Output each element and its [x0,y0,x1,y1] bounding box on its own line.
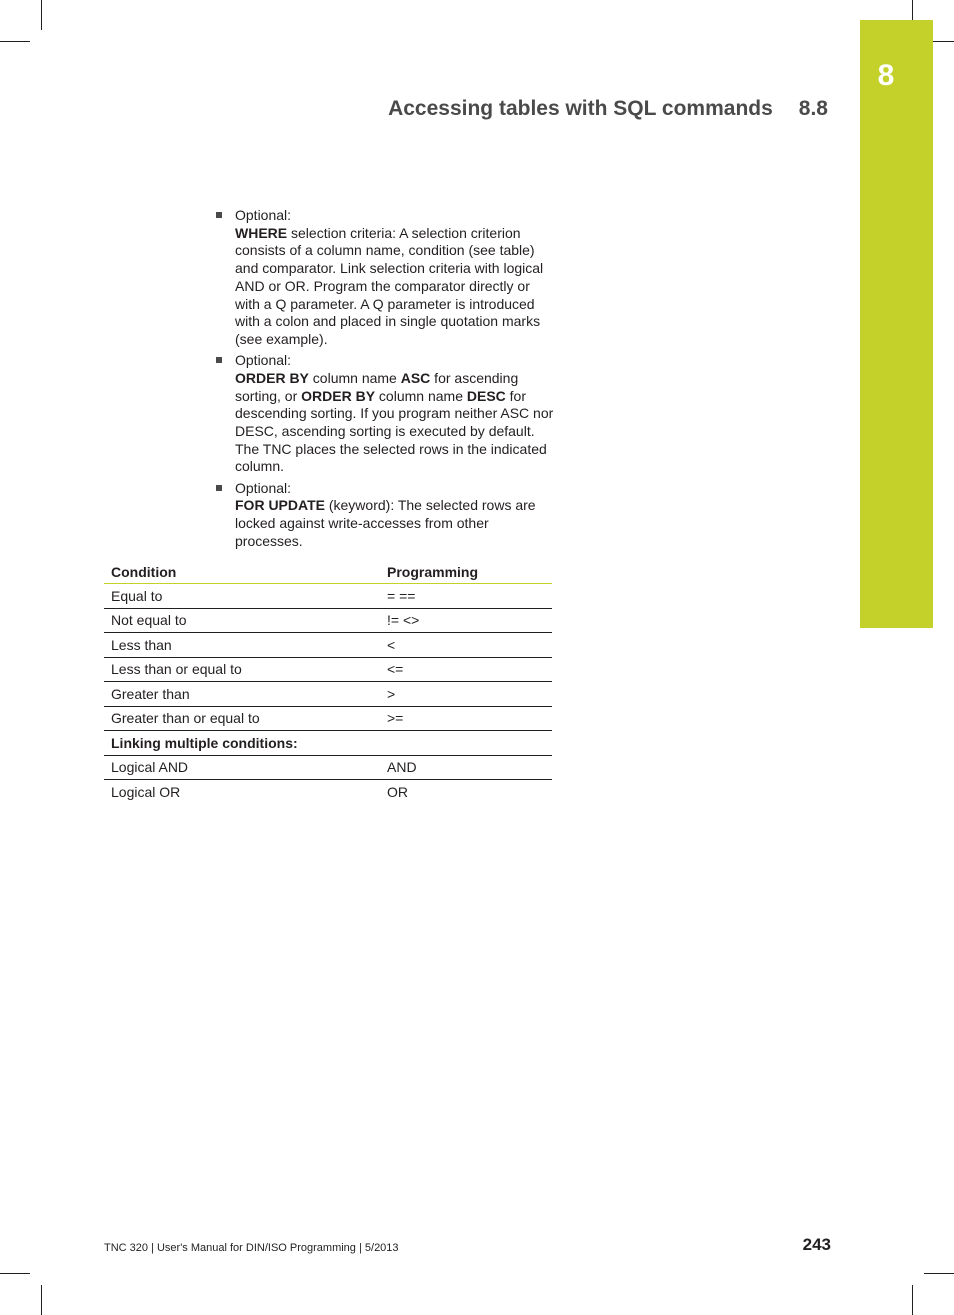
text-run: for descending sorting. If you program neither ASC nor DESC, ascending sorting is executed by default. The TNC places the selected rows in the indicated column. [235,387,554,475]
table-cell-programming: = == [380,584,552,609]
table-cell-condition: Linking multiple conditions: [104,731,380,756]
crop-mark [0,1273,30,1274]
table-cell-condition: Less than or equal to [104,657,380,682]
table-cell-condition: Equal to [104,584,380,609]
text-run: for ascending sorting, or [235,369,519,404]
crop-mark [41,1285,42,1315]
section-title: Accessing tables with SQL commands [388,97,773,120]
keyword: WHERE [235,224,288,241]
table-row [104,584,552,609]
list-item [216,207,556,349]
keyword: DESC [466,387,506,404]
table-header-row [104,560,552,584]
chapter-number: 8 [877,59,895,92]
crop-mark [912,1285,913,1315]
text-run: column name [375,387,467,404]
table-row [104,657,552,682]
list-item [216,480,556,551]
table-row [104,755,552,780]
crop-mark [41,0,42,30]
section-number: 8.8 [798,97,828,120]
square-bullet-icon [216,357,222,363]
list-item [216,352,556,476]
square-bullet-icon [216,485,222,491]
text-run: column name [308,369,401,386]
page-header [388,97,828,121]
text-run: (keyword): The selected rows are locked against write-accesses from other processes. [235,497,536,549]
table-header-programming: Programming [380,560,552,584]
table-row [104,780,552,804]
conditions-table [104,560,552,804]
keyword: FOR UPDATE [235,497,325,514]
bullet-label: Optional: [235,352,292,369]
square-bullet-icon [216,212,222,218]
table-header-condition: Condition [104,560,380,584]
crop-mark [924,1273,954,1274]
table-row [104,608,552,633]
table-cell-programming: > [380,682,552,707]
text-run: selection criteria: A selection criterion consists of a column name, condition (see table) and comparator. Link selection criteria with logical AND or OR. Program the comparator directly or with a Q parameter. A Q parameter is introduced with a colon and placed in single quotation marks (see example). [235,224,544,347]
bullet-body [235,497,556,550]
crop-mark [0,41,30,42]
table-cell-programming [380,731,552,756]
table-cell-programming: OR [387,783,408,800]
page-number: 243 [802,1235,831,1254]
table-row [104,682,552,707]
table-cell-condition: Logical OR [111,783,181,800]
chapter-tab [860,20,933,628]
bullet-label: Optional: [235,207,292,223]
table-cell-programming: >= [380,706,552,731]
bullet-list [216,207,556,554]
table-cell-programming: <= [380,657,552,682]
table-cell-programming: < [380,633,552,658]
table-row [104,633,552,658]
keyword: ORDER BY [301,387,376,404]
table-cell-condition: Greater than [104,682,380,707]
table-cell-condition: Not equal to [104,608,380,633]
keyword: ORDER BY [235,369,309,386]
bullet-label: Optional: [235,479,292,496]
table-cell-programming: AND [380,755,552,780]
table-cell-condition: Less than [104,633,380,658]
table-cell-condition: Greater than or equal to [104,706,380,731]
table-cell-condition: Logical AND [104,755,380,780]
keyword: ASC [400,369,431,386]
table-row [104,706,552,731]
bullet-body [235,370,556,476]
bullet-body [235,225,556,349]
table-cell-programming: != <> [380,608,552,633]
table-row [104,731,552,756]
footer-text: TNC 320 | User's Manual for DIN/ISO Programming | 5/2013 [104,1242,399,1254]
